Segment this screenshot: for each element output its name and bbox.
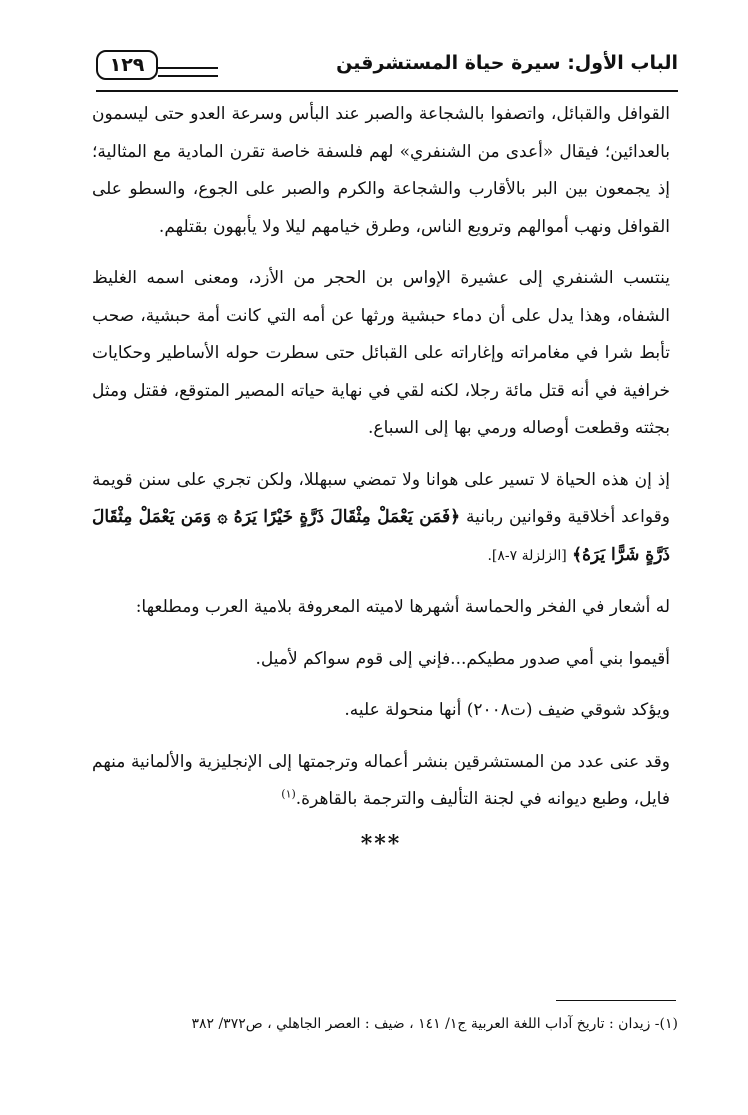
page-number: ١٢٩ (96, 50, 158, 80)
paragraph-3-text: إذ إن هذه الحياة لا تسير على هوانا ولا تمضي سبهللا، ولكن تجري على سنن قويمة وقواعد أخلاقية وقوانين ربانية (92, 469, 671, 527)
paragraph-2: ينتسب الشنفري إلى عشيرة الإواس بن الحجر من الأزد، ومعنى اسمه الغليظ الشفاه، وهذا يدل على أن دماء حبشية ورثها عن أمه التي كانت أمة حبشية، صحب تأبط شرا في مغامراته وإغاراته على القبائل حتى سطرت حوله الأساطير وحكايات خرافية في أنه قتل مائة رجلا، لكنه لقي في نهاية حياته المصير المتوقع، فقتل ومثل بجثته وقطعت أوصاله ورمي بها إلى السباع. (92, 268, 670, 438)
paragraph-3 (92, 462, 670, 576)
quran-quote: ﴿فَمَن يَعْمَلْ مِثْقَالَ ذَرَّةٍ خَيْرًا يَرَهُ ۞ وَمَن يَعْمَلْ مِثْقَالَ ذَرَّةٍ شَرًّا يَرَهُ﴾ (92, 507, 670, 565)
main-text (92, 96, 670, 857)
header-double-rule (158, 67, 218, 77)
paragraph-6: ويؤكد شوقي ضيف (ت٢٠٠٨) أنها منحولة عليه. (344, 700, 670, 720)
section-separator: *** (360, 830, 402, 857)
running-header (96, 48, 678, 92)
footnote: (١)- زيدان : تاريخ آداب اللغة العربية ج١/ ١٤١ ، ضيف : العصر الجاهلي ، ص٣٧٢/ ٣٨٢ (191, 1016, 678, 1032)
quran-source: [الزلزلة ٧-٨]. (487, 547, 567, 564)
paragraph-4: له أشعار في الفخر والحماسة أشهرها لاميته المعروفة بلامية العرب ومطلعها: (135, 597, 670, 617)
footnote-reference: (١) (281, 787, 296, 801)
chapter-title: الباب الأول: سيرة حياة المستشرقين (336, 52, 678, 74)
paragraph-7-text: وقد عنى عدد من المستشرقين بنشر أعماله وترجمتها إلى الإنجليزية والألمانية منهم فايل، وطبع ديوانه في لجنة التأليف والترجمة بالقاهرة. (92, 751, 670, 809)
footnote-rule (556, 1000, 676, 1001)
paragraph-7 (92, 744, 670, 819)
poem-verse: أقيموا بني أمي صدور مطيكم...فإني إلى قوم سواكم لأميل. (255, 648, 670, 669)
header-underline (96, 90, 678, 92)
paragraph-1: القوافل والقبائل، واتصفوا بالشجاعة والصبر عند البأس وسرعة العدو حتى ليسمون بالعدائين؛ فيقال «أعدى من الشنفري» لهم فلسفة خاصة تقرن المادية مع المثالية؛ إذ يجمعون بين البر بالأقارب والشجاعة والكرم والصبر على الجوع، والسطو على القوافل ونهب أموالهم وترويع الناس، وطرق خيامهم ليلا ولا يأبهون بقتلهم. (92, 104, 670, 237)
